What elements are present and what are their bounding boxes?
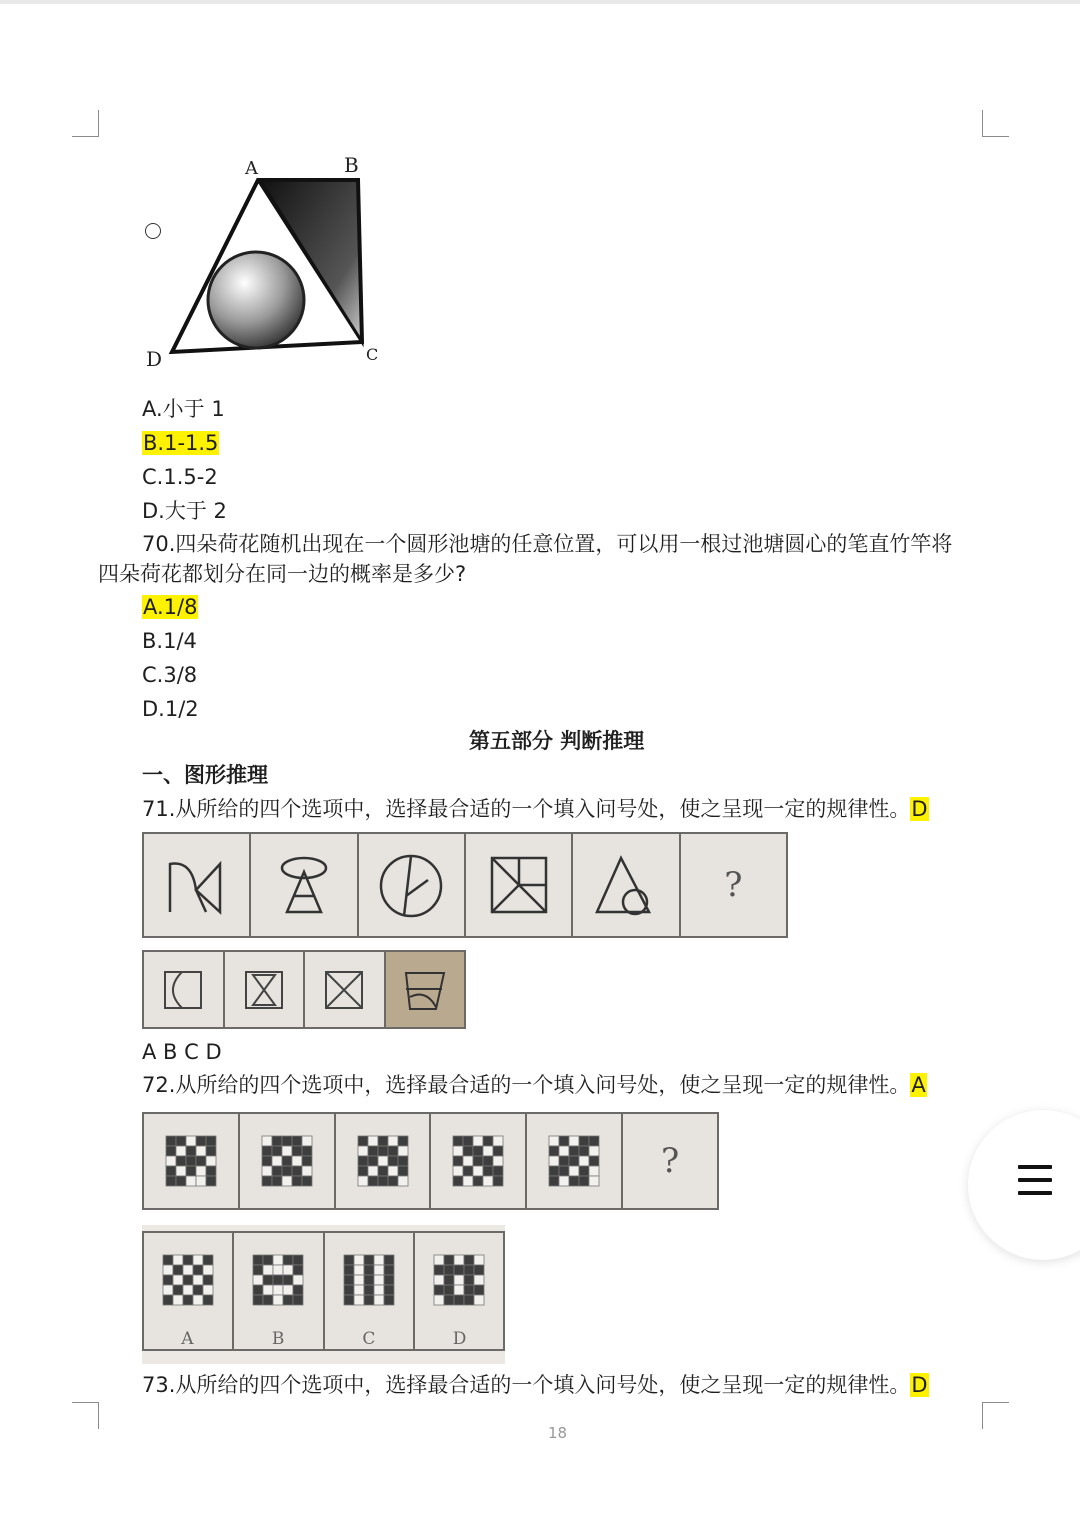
vertex-label-d: D <box>146 347 163 371</box>
vertex-label-b: B <box>344 153 359 177</box>
q70-option-d: D.1/2 <box>142 697 199 721</box>
q71-figure-cell-5 <box>573 834 680 936</box>
q72-question <box>142 1071 927 1099</box>
page-number: 18 <box>548 1424 568 1442</box>
section-title: 第五部分 判断推理 <box>469 729 645 753</box>
q72-option-label-c: C <box>362 1329 376 1349</box>
crop-mark-top-left <box>72 110 99 137</box>
crop-mark-bottom-right <box>982 1402 1009 1429</box>
q71-figure-cell-1 <box>144 834 251 936</box>
q72-options-figure <box>142 1225 505 1364</box>
q72-figure-cell-2 <box>240 1114 336 1208</box>
q71-question <box>142 795 929 823</box>
crop-mark-bottom-left <box>72 1402 99 1429</box>
q71-option-cell-a <box>144 952 225 1027</box>
top-status-strip <box>0 0 1080 4</box>
q69-geometry-figure <box>140 150 390 380</box>
q72-option-label-b: B <box>271 1329 285 1349</box>
subsection-title: 一、图形推理 <box>142 763 268 787</box>
q69-option-c: C.1.5-2 <box>142 465 218 489</box>
q70-option-b: B.1/4 <box>142 629 197 653</box>
q71-answer: D <box>911 797 928 821</box>
q71-option-cell-b <box>225 952 306 1027</box>
vertex-label-c: C <box>366 345 379 364</box>
q72-figure-cell-question <box>623 1114 717 1208</box>
q72-question-figure <box>142 1112 719 1210</box>
q72-figure-cell-1 <box>144 1114 240 1208</box>
q71-option-labels: A B C D <box>142 1040 222 1064</box>
q70-option-c: C.3/8 <box>142 663 198 687</box>
crop-mark-top-right <box>982 110 1009 137</box>
q72-answer: A <box>911 1073 926 1097</box>
q71-figure-cell-4 <box>466 834 573 936</box>
q69-option-d: D.大于 2 <box>142 499 227 523</box>
q71-option-cell-d <box>386 952 465 1027</box>
question-mark: ? <box>724 865 743 905</box>
floating-menu-button[interactable] <box>968 1110 1080 1260</box>
q71-option-cell-c <box>305 952 386 1027</box>
q70-option-a <box>142 593 198 621</box>
q71-options-figure <box>142 950 466 1029</box>
q71-figure-cell-question <box>681 834 786 936</box>
q71-question-text: 71.从所给的四个选项中，选择最合适的一个填入问号处，使之呈现一定的规律性。 <box>142 797 911 821</box>
inscribed-sphere <box>208 252 304 348</box>
highlighted-answer: A.1/8 <box>143 595 198 619</box>
q69-option-b <box>142 429 219 457</box>
q71-figure-cell-3 <box>359 834 466 936</box>
q72-question-text: 72.从所给的四个选项中，选择最合适的一个填入问号处，使之呈现一定的规律性。 <box>142 1073 911 1097</box>
q70-question-line2: 四朵荷花都划分在同一边的概率是多少? <box>98 562 467 586</box>
q71-figure-cell-2 <box>251 834 358 936</box>
vertex-label-a: A <box>245 158 258 179</box>
q72-figure-cell-4 <box>431 1114 527 1208</box>
hamburger-menu-icon <box>1018 1165 1052 1199</box>
q70-question-line1: 70.四朵荷花随机出现在一个圆形池塘的任意位置，可以用一根过池塘圆心的笔直竹竿将 <box>142 532 953 556</box>
q72-option-label-d: D <box>452 1329 467 1349</box>
q72-option-label-a: A <box>181 1329 194 1349</box>
q73-question <box>142 1371 929 1399</box>
q72-figure-cell-5 <box>527 1114 623 1208</box>
q71-question-figure <box>142 832 788 938</box>
q72-figure-cell-3 <box>336 1114 432 1208</box>
question-mark: ? <box>660 1141 680 1181</box>
highlighted-answer: B.1-1.5 <box>143 431 219 455</box>
q73-answer: D <box>911 1373 928 1397</box>
q69-option-a: A.小于 1 <box>142 397 225 421</box>
q73-question-text: 73.从所给的四个选项中，选择最合适的一个填入问号处，使之呈现一定的规律性。 <box>142 1373 911 1397</box>
